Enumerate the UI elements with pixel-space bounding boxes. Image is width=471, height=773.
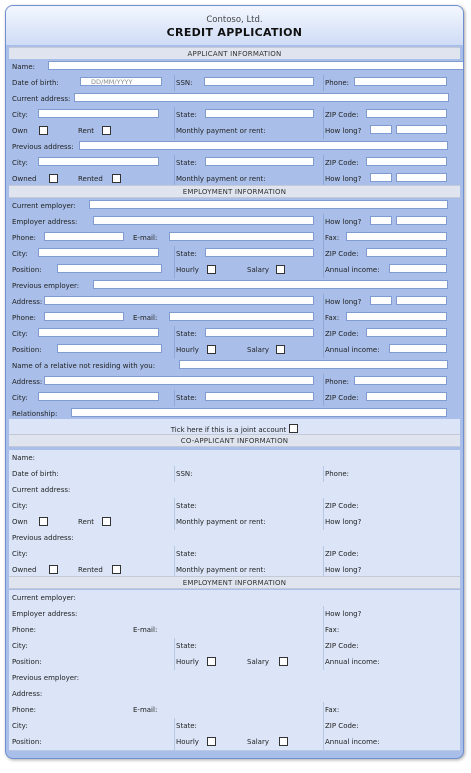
form-row — [9, 374, 460, 391]
form-row — [9, 139, 460, 156]
co-employment-information-section-title: EMPLOYMENT INFORMATION — [182, 579, 287, 587]
applicant-information-section-title: APPLICANT INFORMATION — [187, 50, 282, 58]
rent-checkbox[interactable] — [102, 126, 111, 135]
previous-employer-city-input[interactable] — [38, 328, 159, 337]
state-label: State: — [176, 159, 197, 167]
zip-input[interactable] — [366, 109, 447, 118]
form-row — [9, 390, 460, 407]
ssn-input[interactable] — [204, 77, 314, 86]
column-divider — [174, 734, 175, 750]
city-label: City: — [12, 330, 28, 338]
current-address-input[interactable] — [74, 93, 449, 102]
annual-income-input[interactable] — [389, 264, 447, 273]
city-input[interactable] — [38, 109, 159, 118]
column-divider — [323, 230, 324, 246]
co-applicant-information-section-title: CO-APPLICANT INFORMATION — [180, 437, 289, 445]
dob-label: Date of birth: — [12, 79, 59, 87]
address-label: Address: — [12, 690, 43, 698]
employer-address-input[interactable] — [93, 216, 314, 225]
state-label: State: — [176, 111, 197, 119]
column-divider — [323, 622, 324, 638]
rented-checkbox[interactable] — [112, 174, 121, 183]
salary-label: Salary — [247, 266, 269, 274]
monthly-payment-label: Monthly payment or rent: — [176, 566, 266, 574]
how-long-label: How long? — [325, 298, 362, 306]
rent-label: Rent — [78, 518, 95, 526]
co-rented-checkbox[interactable] — [112, 565, 121, 574]
column-divider — [174, 123, 175, 139]
column-divider — [323, 638, 324, 654]
how-long-label: How long? — [325, 566, 362, 574]
column-divider — [323, 294, 324, 310]
column-divider — [174, 75, 175, 91]
zip-label: ZIP Code: — [325, 330, 359, 338]
city-label: City: — [12, 550, 28, 558]
previous-employer-label: Previous employer: — [12, 674, 80, 682]
own-label: Own — [12, 127, 28, 135]
how-long-label: How long? — [325, 610, 362, 618]
form-row — [9, 734, 460, 751]
column-divider — [323, 498, 324, 514]
column-divider — [323, 310, 324, 326]
column-divider — [323, 514, 324, 530]
form-row — [9, 686, 460, 703]
employer-fax-input[interactable] — [346, 232, 447, 241]
annual-income-label: Annual income: — [325, 346, 380, 354]
column-divider — [174, 466, 175, 482]
co-previous-salary-checkbox[interactable] — [279, 737, 288, 746]
how-long-label: How long? — [325, 127, 362, 135]
city-label: City: — [12, 722, 28, 730]
column-divider — [174, 654, 175, 670]
previous-employer-label: Previous employer: — [12, 282, 80, 290]
previous-state-input[interactable] — [205, 157, 314, 166]
current-address-label: Current address: — [12, 486, 71, 494]
co-salary-checkbox[interactable] — [279, 657, 288, 666]
form-row — [9, 294, 460, 311]
relative-city-input[interactable] — [38, 392, 159, 401]
column-divider — [323, 606, 324, 622]
employer-address-label: Employer address: — [12, 610, 78, 618]
form-row — [9, 91, 460, 108]
state-label: State: — [176, 394, 197, 402]
column-divider — [174, 390, 175, 406]
position-label: Position: — [12, 266, 42, 274]
column-divider — [323, 246, 324, 262]
previous-address-label: Previous address: — [12, 143, 74, 151]
phone-label: Phone: — [12, 626, 37, 634]
hourly-label: Hourly — [176, 266, 199, 274]
column-divider — [323, 107, 324, 123]
column-divider — [323, 390, 324, 406]
form-row — [9, 123, 460, 140]
hourly-label: Hourly — [176, 738, 199, 746]
state-label: State: — [176, 550, 197, 558]
position-label: Position: — [12, 658, 42, 666]
ssn-label: SSN: — [176, 470, 193, 478]
column-divider — [323, 214, 324, 230]
email-label: E-mail: — [133, 234, 158, 242]
relative-zip-input[interactable] — [366, 392, 447, 401]
company-name: Contoso, Ltd. — [206, 15, 263, 25]
zip-label: ZIP Code: — [325, 159, 359, 167]
email-label: E-mail: — [133, 626, 158, 634]
previous-employer-state-input[interactable] — [205, 328, 314, 337]
column-divider — [174, 498, 175, 514]
employer-email-input[interactable] — [169, 232, 314, 241]
form-row — [9, 606, 460, 623]
position-label: Position: — [12, 738, 42, 746]
monthly-payment-label: Monthly payment or rent: — [176, 518, 266, 526]
form-title: CREDIT APPLICATION — [166, 26, 303, 39]
city-label: City: — [12, 394, 28, 402]
co-rent-checkbox[interactable] — [102, 517, 111, 526]
column-divider — [323, 374, 324, 390]
employment-how-long-years-input[interactable] — [370, 216, 392, 225]
zip-label: ZIP Code: — [325, 394, 359, 402]
form-row — [9, 358, 460, 375]
address-label: Address: — [12, 378, 43, 386]
previous-salary-checkbox[interactable] — [276, 345, 285, 354]
state-label: State: — [176, 502, 197, 510]
form-row — [9, 75, 460, 92]
column-divider — [323, 155, 324, 171]
own-label: Own — [12, 518, 28, 526]
form-header — [6, 6, 463, 45]
column-divider — [323, 734, 324, 750]
fax-label: Fax: — [325, 626, 340, 634]
relative-label: Name of a relative not residing with you: — [12, 362, 156, 370]
previous-address-label: Previous address: — [12, 534, 74, 542]
form-row — [9, 718, 460, 735]
relative-name-input[interactable] — [179, 360, 448, 369]
name-label: Name: — [12, 454, 36, 462]
zip-label: ZIP Code: — [325, 722, 359, 730]
joint-account-checkbox[interactable] — [289, 424, 298, 433]
previous-zip-input[interactable] — [366, 157, 447, 166]
rented-label: Rented — [78, 566, 103, 574]
form-row — [9, 482, 460, 499]
annual-income-label: Annual income: — [325, 658, 380, 666]
form-row — [9, 530, 460, 547]
annual-income-label: Annual income: — [325, 266, 380, 274]
form-row — [9, 342, 460, 359]
state-input[interactable] — [205, 109, 314, 118]
column-divider — [174, 546, 175, 562]
column-divider — [323, 262, 324, 278]
zip-label: ZIP Code: — [325, 250, 359, 258]
relationship-label: Relationship: — [12, 410, 58, 418]
current-employer-label: Current employer: — [12, 202, 76, 210]
form-row — [9, 155, 460, 172]
credit-application-form — [5, 5, 464, 759]
column-divider — [174, 514, 175, 530]
column-divider — [323, 342, 324, 358]
employer-address-label: Employer address: — [12, 218, 78, 226]
hourly-label: Hourly — [176, 658, 199, 666]
form-row — [9, 326, 460, 343]
column-divider — [174, 718, 175, 734]
previous-employment-months-input[interactable] — [396, 296, 447, 305]
form-row — [9, 450, 460, 467]
relative-address-input[interactable] — [44, 376, 314, 385]
form-row — [9, 246, 460, 263]
relative-phone-input[interactable] — [354, 376, 447, 385]
column-divider — [323, 466, 324, 482]
how-long-label: How long? — [325, 175, 362, 183]
city-label: City: — [12, 111, 28, 119]
previous-city-input[interactable] — [38, 157, 159, 166]
phone-label: Phone: — [325, 378, 350, 386]
dob-label: Date of birth: — [12, 470, 59, 478]
form-row — [9, 214, 460, 231]
column-divider — [174, 155, 175, 171]
how-long-label: How long? — [325, 518, 362, 526]
salary-label: Salary — [247, 346, 269, 354]
previous-employment-years-input[interactable] — [370, 296, 392, 305]
zip-label: ZIP Code: — [325, 111, 359, 119]
employment-information-section — [9, 185, 460, 198]
form-row — [9, 654, 460, 671]
fax-label: Fax: — [325, 706, 340, 714]
salary-label: Salary — [247, 738, 269, 746]
how-long-months-input[interactable] — [396, 125, 447, 134]
state-label: State: — [176, 722, 197, 730]
joint-account-label: Tick here if this is a joint account — [170, 426, 287, 434]
previous-employer-phone-input[interactable] — [44, 312, 124, 321]
current-employer-input[interactable] — [89, 200, 448, 209]
column-divider — [174, 246, 175, 262]
relationship-input[interactable] — [71, 408, 447, 417]
zip-label: ZIP Code: — [325, 550, 359, 558]
previous-position-input[interactable] — [57, 344, 162, 353]
how-long-label: How long? — [325, 218, 362, 226]
column-divider — [323, 546, 324, 562]
previous-employer-address-input[interactable] — [44, 296, 314, 305]
form-row — [9, 514, 460, 531]
hourly-label: Hourly — [176, 346, 199, 354]
column-divider — [174, 342, 175, 358]
previous-employer-email-input[interactable] — [169, 312, 314, 321]
owned-label: Owned — [12, 175, 37, 183]
fax-label: Fax: — [325, 314, 340, 322]
annual-income-label: Annual income: — [325, 738, 380, 746]
state-label: State: — [176, 250, 197, 258]
employer-zip-input[interactable] — [366, 248, 447, 257]
zip-label: ZIP Code: — [325, 502, 359, 510]
phone-label: Phone: — [12, 234, 37, 242]
phone-input[interactable] — [354, 77, 447, 86]
column-divider — [323, 326, 324, 342]
phone-label: Phone: — [12, 706, 37, 714]
co-hourly-checkbox[interactable] — [207, 657, 216, 666]
co-employment-information-section — [9, 576, 460, 589]
co-previous-hourly-checkbox[interactable] — [207, 737, 216, 746]
previous-how-long-years-input[interactable] — [370, 173, 392, 182]
form-row — [9, 310, 460, 327]
position-input[interactable] — [57, 264, 162, 273]
current-employer-label: Current employer: — [12, 594, 76, 602]
employer-state-input[interactable] — [205, 248, 314, 257]
current-address-label: Current address: — [12, 95, 71, 103]
phone-label: Phone: — [325, 79, 350, 87]
column-divider — [174, 262, 175, 278]
form-row — [9, 466, 460, 483]
previous-employer-input[interactable] — [93, 280, 448, 289]
dob-input[interactable]: DD/MM/YYYY — [80, 77, 162, 86]
state-label: State: — [176, 330, 197, 338]
owned-checkbox[interactable] — [49, 174, 58, 183]
salary-label: Salary — [247, 658, 269, 666]
name-input[interactable] — [48, 61, 464, 70]
own-checkbox[interactable] — [39, 126, 48, 135]
salary-checkbox[interactable] — [276, 265, 285, 274]
owned-label: Owned — [12, 566, 37, 574]
previous-employer-fax-input[interactable] — [346, 312, 447, 321]
previous-how-long-months-input[interactable] — [396, 173, 447, 182]
form-row — [9, 107, 460, 124]
form-row — [9, 638, 460, 655]
employment-information-section-title: EMPLOYMENT INFORMATION — [182, 188, 287, 196]
form-row — [9, 230, 460, 247]
state-label: State: — [176, 642, 197, 650]
form-row — [9, 546, 460, 563]
form-row — [9, 670, 460, 687]
city-label: City: — [12, 642, 28, 650]
column-divider — [174, 638, 175, 654]
form-row — [9, 702, 460, 719]
form-row — [9, 590, 460, 607]
form-row — [9, 498, 460, 515]
co-owned-checkbox[interactable] — [49, 565, 58, 574]
column-divider — [323, 702, 324, 718]
city-label: City: — [12, 502, 28, 510]
form-row — [9, 278, 460, 295]
joint-account-prompt — [9, 423, 460, 434]
employer-city-input[interactable] — [38, 248, 159, 257]
email-label: E-mail: — [133, 706, 158, 714]
column-divider — [174, 107, 175, 123]
zip-label: ZIP Code: — [325, 642, 359, 650]
phone-label: Phone: — [325, 470, 350, 478]
previous-hourly-checkbox[interactable] — [207, 345, 216, 354]
form-row — [9, 59, 460, 76]
previous-employer-zip-input[interactable] — [366, 328, 447, 337]
hourly-checkbox[interactable] — [207, 265, 216, 274]
fax-label: Fax: — [325, 234, 340, 242]
city-label: City: — [12, 250, 28, 258]
email-label: E-mail: — [133, 314, 158, 322]
how-long-years-input[interactable] — [370, 125, 392, 134]
rent-label: Rent — [78, 127, 95, 135]
position-label: Position: — [12, 346, 42, 354]
previous-address-input[interactable] — [79, 141, 448, 150]
rented-label: Rented — [78, 175, 103, 183]
column-divider — [323, 718, 324, 734]
previous-annual-income-input[interactable] — [389, 344, 447, 353]
form-row — [9, 198, 460, 215]
column-divider — [323, 75, 324, 91]
column-divider — [323, 123, 324, 139]
monthly-payment-label: Monthly payment or rent: — [176, 175, 266, 183]
name-label: Name: — [12, 63, 36, 71]
co-own-checkbox[interactable] — [39, 517, 48, 526]
ssn-label: SSN: — [176, 79, 193, 87]
monthly-payment-label: Monthly payment or rent: — [176, 127, 266, 135]
employer-phone-input[interactable] — [44, 232, 124, 241]
column-divider — [323, 654, 324, 670]
employment-how-long-months-input[interactable] — [396, 216, 447, 225]
form-row — [9, 262, 460, 279]
address-label: Address: — [12, 298, 43, 306]
relative-state-input[interactable] — [205, 392, 314, 401]
co-applicant-information-section — [9, 434, 460, 447]
city-label: City: — [12, 159, 28, 167]
column-divider — [174, 326, 175, 342]
form-row — [9, 622, 460, 639]
phone-label: Phone: — [12, 314, 37, 322]
